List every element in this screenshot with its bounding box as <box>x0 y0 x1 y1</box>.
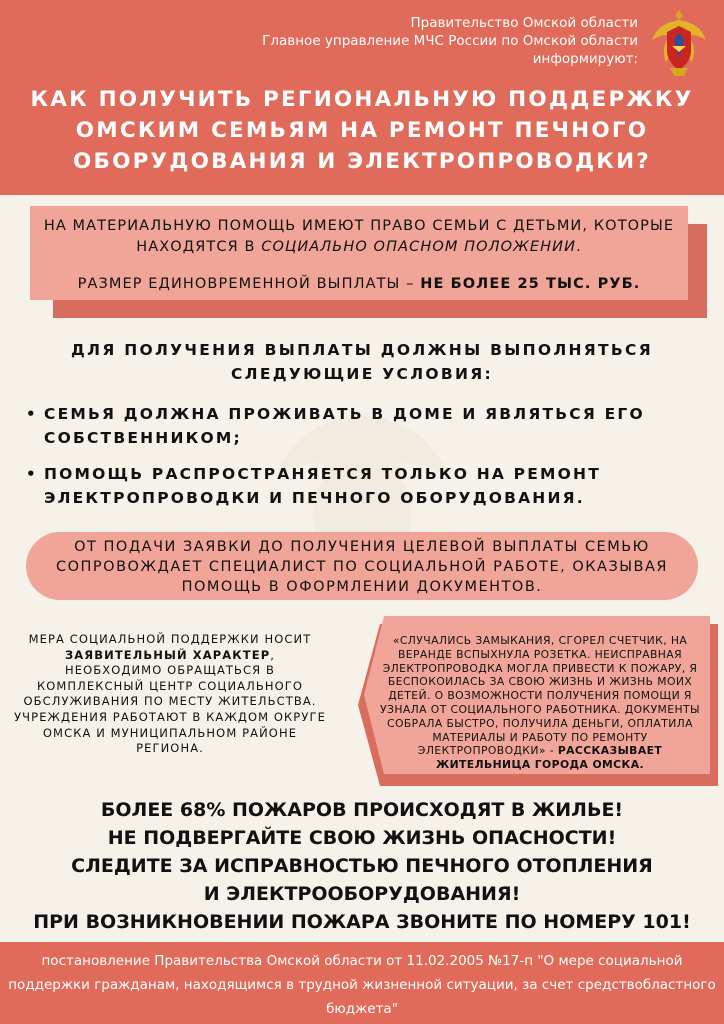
warning-line: СЛЕДИТЕ ЗА ИСПРАВНОСТЬЮ ПЕЧНОГО ОТОПЛЕНИЯ <box>71 855 653 877</box>
bullet-icon: • <box>26 465 38 483</box>
application-note-emphasis: ЗАЯВИТЕЛЬНЫЙ ХАРАКТЕР <box>65 647 271 662</box>
eligibility-box <box>30 206 688 300</box>
warning-line: ПРИ ВОЗНИКНОВЕНИИ ПОЖАРА ЗВОНИТЕ ПО НОМЕРУ 101! <box>33 911 691 933</box>
eligibility-text-end: . <box>576 239 582 255</box>
application-note <box>14 632 326 757</box>
eligibility-text-start: НА МАТЕРИАЛЬНУЮ ПОМОЩЬ ИМЕЮТ ПРАВО СЕМЬИ С ДЕТЬМИ, КОТОРЫЕ НАХОДЯТСЯ В <box>43 218 675 255</box>
application-note-end: , НЕОБХОДИМО ОБРАЩАТЬСЯ В КОМПЛЕКСНЫЙ ЦЕНТР СОЦИАЛЬНОГО ОБСЛУЖИВАНИЯ ПО МЕСТУ ЖИТЕЛЬСТВА. УЧРЕЖДЕНИЯ РАБОТАЮТ В КАЖДОМ ОКРУГЕ ОМСКА И МУНИЦИПАЛЬНОМ РАЙОНЕ РЕГИОНА. <box>14 647 326 756</box>
org-line: Правительство Омской области <box>410 15 638 31</box>
fire-safety-warning <box>0 796 724 936</box>
legal-reference-text: постановление Правительства Омской области от 11.02.2005 №17-п "О мере социальной поддержки гражданам, находящимся в трудной жизненной ситуации, за счет средствобластного бюджета" <box>8 953 716 1017</box>
list-item <box>26 462 706 510</box>
payment-amount-label: РАЗМЕР ЕДИНОВРЕМЕННОЙ ВЫПЛАТЫ – <box>77 276 421 292</box>
condition-text: ПОМОЩЬ РАСПРОСТРАНЯЕТСЯ ТОЛЬКО НА РЕМОНТ ЭЛЕКТРОПРОВОДКИ И ПЕЧНОГО ОБОРУДОВАНИЯ. <box>44 465 601 507</box>
warning-line: БОЛЕЕ 68% ПОЖАРОВ ПРОИСХОДЯТ В ЖИЛЬЕ! <box>100 799 624 821</box>
specialist-support-text: ОТ ПОДАЧИ ЗАЯВКИ ДО ПОЛУЧЕНИЯ ЦЕЛЕВОЙ ВЫПЛАТЫ СЕМЬЮ СОПРОВОЖДАЕТ СПЕЦИАЛИСТ ПО СОЦИАЛЬНОЙ РАБОТЕ, ОКАЗЫВАЯ ПОМОЩЬ В ОФОРМЛЕНИИ ДОКУМЕНТОВ. <box>55 539 669 595</box>
testimonial-text: «СЛУЧАЛИСЬ ЗАМЫКАНИЯ, СГОРЕЛ СЧЕТЧИК, НА ВЕРАНДЕ ВСПЫХНУЛА РОЗЕТКА. НЕИСПРАВНАЯ ЭЛЕКТРОПРОВОДКА МОГЛА ПРИВЕСТИ К ПОЖАРУ, Я БЕСПОКОИЛАСЬ ЗА СВОЮ ЖИЗНЬ И ЖИЗНЬ МОИХ ДЕТЕЙ. О ВОЗМОЖНОСТИ ПОЛУЧЕНИЯ ПОМОЩИ Я УЗНАЛА ОТ СОЦИАЛЬНОГО РАБОТНИКА. ДОКУМЕНТЫ СОБРАЛА БЫСТРО, ПОЛУЧИЛА ДЕНЬГИ, ОПЛАТИЛА МАТЕРИАЛЫ И РАБОТУ ПО РЕМОНТУ ЭЛЕКТРОПРОВОДКИ» - <box>380 634 700 758</box>
bullet-icon: • <box>26 405 38 423</box>
warning-line: НЕ ПОДВЕРГАЙТЕ СВОЮ ЖИЗНЬ ОПАСНОСТИ! <box>107 827 617 849</box>
warning-line: И ЭЛЕКТРООБОРУДОВАНИЯ! <box>203 883 521 905</box>
footer-legal-reference <box>0 942 724 1024</box>
title-line: ОМСКИМ СЕМЬЯМ НА РЕМОНТ ПЕЧНОГО <box>75 118 649 143</box>
org-line: Главное управление МЧС России по Омской области <box>262 33 638 49</box>
conditions-heading: ДЛЯ ПОЛУЧЕНИЯ ВЫПЛАТЫ ДОЛЖНЫ ВЫПОЛНЯТЬСЯ СЛЕДУЮЩИЕ УСЛОВИЯ: <box>71 341 653 383</box>
conditions-list <box>26 402 706 522</box>
specialist-support-banner <box>26 532 698 600</box>
eligibility-text <box>30 216 688 258</box>
list-item <box>26 402 706 450</box>
org-line: информируют: <box>532 51 638 67</box>
testimonial-author: РАССКАЗЫВАЕТ ЖИТЕЛЬНИЦА ГОРОДА ОМСКА. <box>435 744 663 772</box>
emchs-emblem-icon <box>648 6 710 78</box>
resident-testimonial <box>370 634 710 772</box>
header-organizations <box>78 14 638 68</box>
condition-text: СЕМЬЯ ДОЛЖНА ПРОЖИВАТЬ В ДОМЕ И ЯВЛЯТЬСЯ ЕГО СОБСТВЕННИКОМ; <box>44 405 645 447</box>
eligibility-emphasis: СОЦИАЛЬНО ОПАСНОМ ПОЛОЖЕНИИ <box>261 239 577 255</box>
application-note-start: МЕРА СОЦИАЛЬНОЙ ПОДДЕРЖКИ НОСИТ <box>28 632 312 646</box>
title-line: КАК ПОЛУЧИТЬ РЕГИОНАЛЬНУЮ ПОДДЕРЖКУ <box>30 87 694 112</box>
payment-amount-value: НЕ БОЛЕЕ 25 ТЫС. РУБ. <box>420 276 641 292</box>
page-title <box>10 84 714 177</box>
title-line: ОБОРУДОВАНИЯ И ЭЛЕКТРОПРОВОДКИ? <box>73 149 651 174</box>
header-banner <box>0 0 724 195</box>
payment-amount-text <box>30 274 688 294</box>
